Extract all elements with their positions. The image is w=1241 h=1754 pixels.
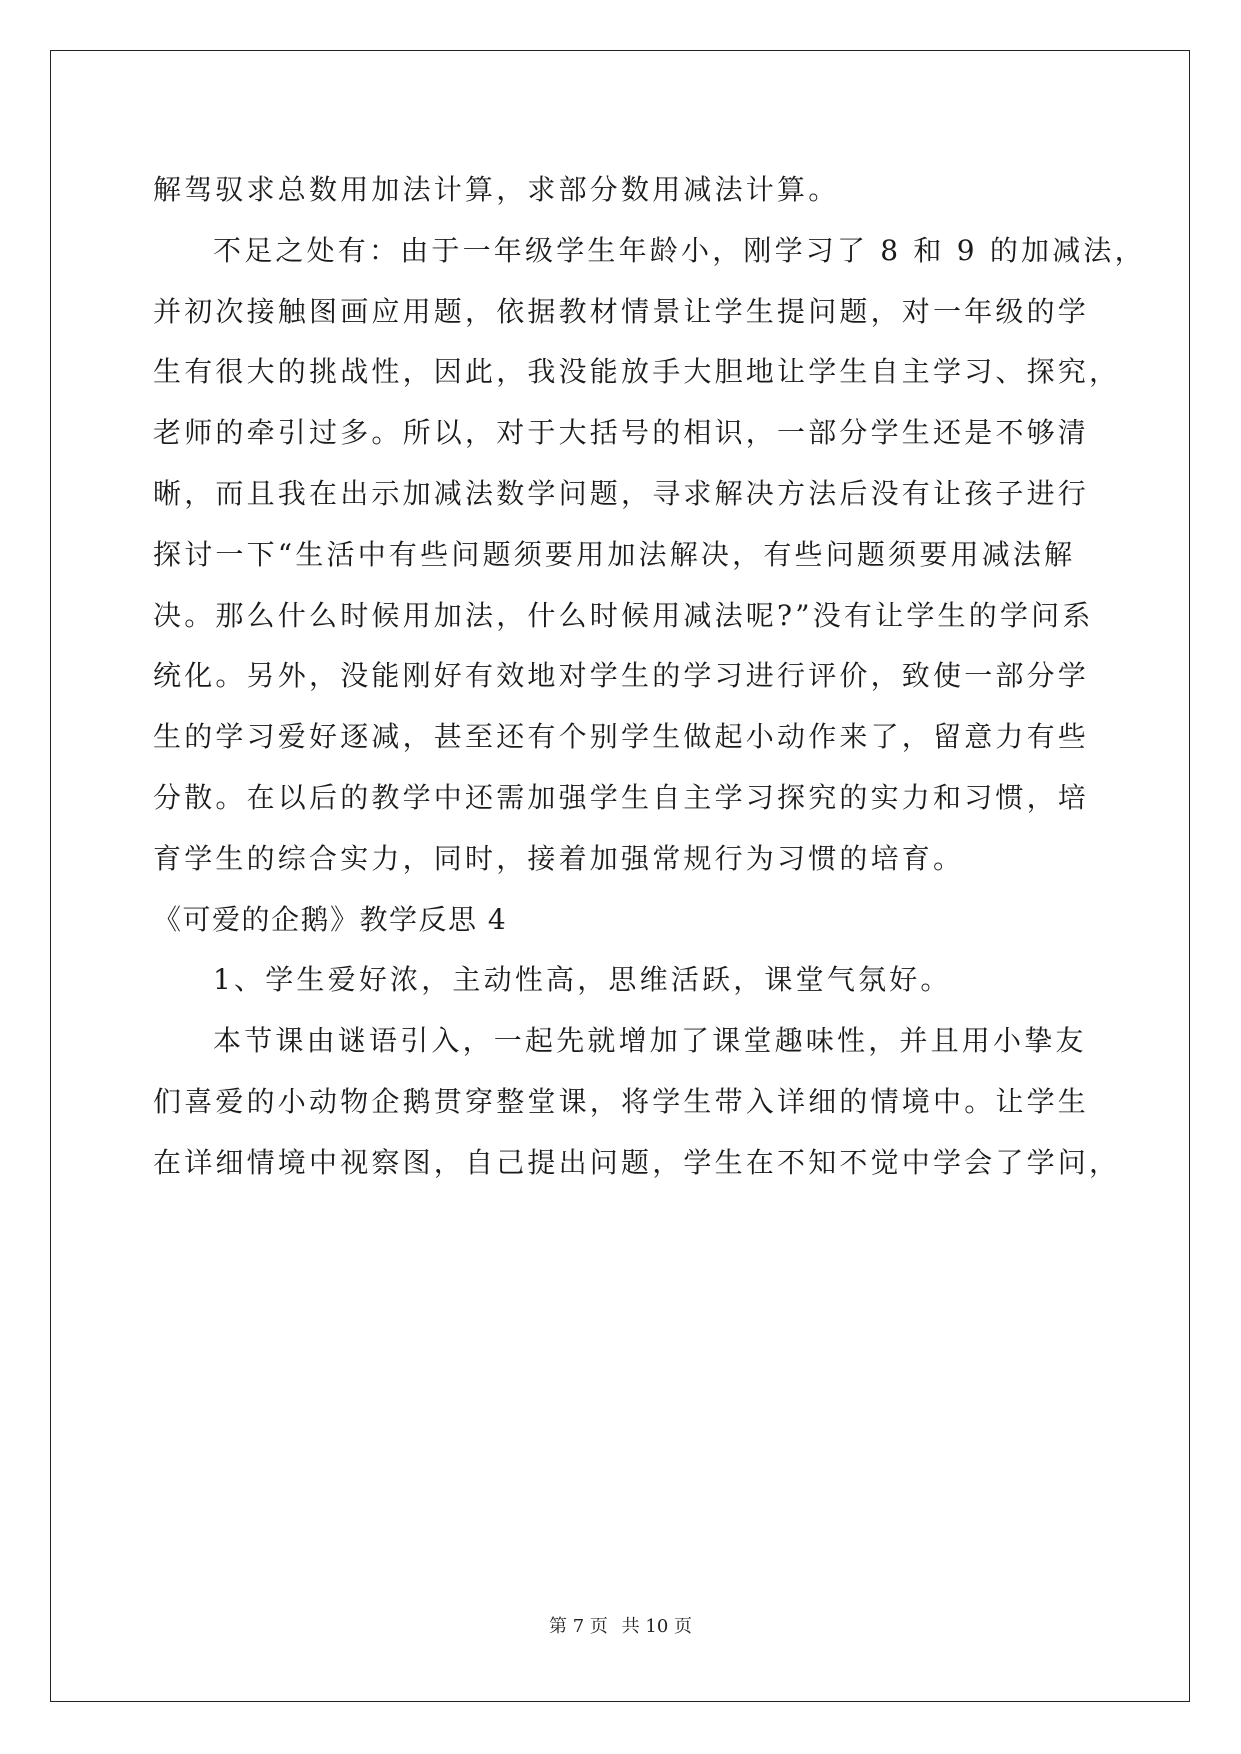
- paragraph-line: 分散。在以后的教学中还需加强学生自主学习探究的实力和习惯，培: [153, 780, 1090, 814]
- paragraph-line: 们喜爱的小动物企鹅贯穿整堂课，将学生带入详细的情境中。让学生: [153, 1084, 1090, 1118]
- paragraph-line: 生的学习爱好逐减，甚至还有个别学生做起小动作来了，留意力有些: [153, 720, 1090, 754]
- paragraph-line: 解驾驭求总数用加法计算，求部分数用减法计算。: [153, 173, 840, 206]
- paragraph-line: 老师的牵引过多。所以，对于大括号的相识，一部分学生还是不够清: [153, 416, 1090, 450]
- paragraph-line: 不足之处有：由于一年级学生年龄小，刚学习了 8 和 9 的加减法，: [213, 233, 1146, 267]
- page-footer: [0, 1612, 1241, 1638]
- paragraph-line: 统化。另外，没能刚好有效地对学生的学习进行评价，致使一部分学: [153, 659, 1090, 693]
- paragraph-line: 1、学生爱好浓，主动性高，思维活跃，课堂气氛好。: [213, 963, 952, 997]
- page-total: 共 10 页: [621, 1616, 692, 1637]
- paragraph-line: 本节课由谜语引入，一起先就增加了课堂趣味性，并且用小挚友: [213, 1024, 1087, 1058]
- paragraph-line: 探讨一下“生活中有些问题须要用加法解决，有些问题须要用减法解: [153, 537, 1076, 571]
- paragraph-line: 育学生的综合实力，同时，接着加强常规行为习惯的培育。: [153, 841, 965, 875]
- paragraph-line: 并初次接触图画应用题，依据教材情景让学生提问题，对一年级的学: [153, 294, 1090, 328]
- paragraph-line: 生有很大的挑战性，因此，我没能放手大胆地让学生自主学习、探究，: [153, 355, 1121, 389]
- document-body: [153, 160, 1146, 1194]
- paragraph-line: 决。那么什么时候用加法，什么时候用减法呢?”没有让学生的学问系: [153, 598, 1094, 632]
- page-number: 第 7 页: [549, 1616, 608, 1637]
- section-heading: 《可爱的企鹅》教学反思 4: [153, 902, 508, 936]
- paragraph-line: 晰，而且我在出示加减法数学问题，寻求解决方法后没有让孩子进行: [153, 476, 1090, 510]
- paragraph-line: 在详细情境中视察图，自己提出问题，学生在不知不觉中学会了学问，: [153, 1145, 1121, 1179]
